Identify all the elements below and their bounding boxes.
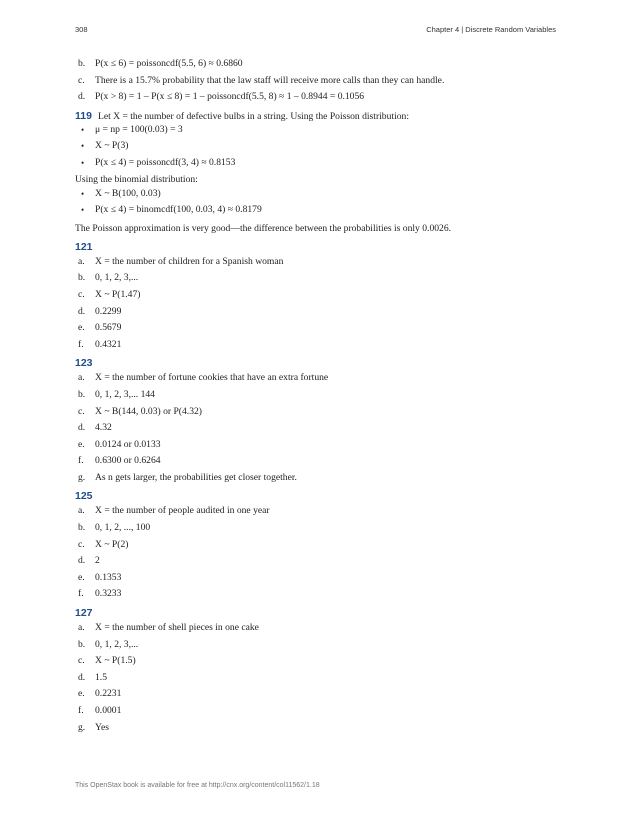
item-label: f.: [78, 705, 84, 716]
bullet-icon: •: [81, 188, 85, 199]
item-label: g.: [78, 721, 86, 733]
list-item: [75, 471, 557, 488]
list-item: [75, 538, 557, 555]
item-text: 0.0001: [95, 705, 122, 716]
list-item: [75, 621, 557, 638]
item-label: b.: [78, 272, 86, 284]
list-item: [75, 571, 557, 588]
list-item: [75, 554, 557, 571]
prev-answer-list: [75, 57, 557, 107]
item-label: a.: [78, 622, 85, 634]
list-item: [75, 288, 557, 305]
item-text: 0, 1, 2, 3,...: [95, 272, 139, 284]
item-label: d.: [78, 305, 86, 317]
list-item: [75, 187, 557, 204]
list-item: [75, 139, 557, 156]
item-label: c.: [78, 74, 85, 86]
bullet-icon: •: [81, 124, 85, 135]
list-item: [75, 438, 557, 455]
item-text: X = the number of children for a Spanish woman: [95, 255, 284, 267]
item-text: 0.3233: [95, 588, 122, 600]
item-text: Yes: [95, 721, 109, 733]
item-text: There is a 15.7% probability that the law staff will receive more calls than they can handle.: [95, 74, 445, 86]
item-text: 0.6300 or 0.6264: [95, 455, 161, 467]
question-127: [75, 606, 557, 737]
list-item: [75, 90, 557, 107]
question-number: 127: [75, 607, 93, 620]
item-label: a.: [78, 372, 85, 384]
list-item: [75, 721, 557, 738]
list-item: [75, 305, 557, 322]
item-text: X ~ B(100, 0.03): [95, 187, 161, 199]
list-item: [75, 587, 557, 604]
item-label: b.: [78, 388, 86, 400]
question-121: [75, 240, 557, 355]
item-label: f.: [78, 455, 84, 467]
item-text: X = the number of fortune cookies that have an extra fortune: [95, 372, 329, 384]
item-text: 0, 1, 2, 3,...: [95, 638, 139, 650]
item-text: 0.2299: [95, 305, 122, 317]
list-item: [75, 704, 557, 721]
question-125: [75, 489, 557, 604]
item-label: b.: [78, 522, 86, 534]
item-label: e.: [78, 571, 85, 583]
question-number: 125: [75, 490, 93, 503]
bullet-icon: •: [81, 157, 85, 168]
item-text: 0.5679: [95, 322, 122, 334]
item-text: 2: [95, 555, 100, 567]
question-intro: [75, 109, 557, 123]
item-text: μ = np = 100(0.03) = 3: [95, 123, 183, 135]
item-text: X = the number of shell pieces in one cake: [95, 622, 259, 634]
bullet-icon: •: [81, 141, 85, 152]
item-text: P(x ≤ 6) = poissoncdf(5.5, 6) ≈ 0.6860: [95, 58, 243, 69]
page-number: 308: [75, 25, 88, 34]
item-text: P(x ≤ 4) = binomcdf(100, 0.03, 4) ≈ 0.8179: [95, 204, 262, 216]
item-text: 0.0124 or 0.0133: [95, 438, 161, 450]
item-text: X ~ P(1.5): [95, 655, 136, 667]
chapter-title: Chapter 4 | Discrete Random Variables: [426, 25, 556, 34]
item-label: f.: [78, 338, 84, 350]
item-label: f.: [78, 588, 84, 600]
item-label: a.: [78, 505, 85, 517]
item-label: d.: [78, 91, 86, 103]
item-label: c.: [78, 288, 85, 300]
item-label: c.: [78, 538, 85, 550]
list-item: [75, 405, 557, 422]
item-label: b.: [78, 58, 86, 69]
item-label: e.: [78, 688, 85, 700]
item-label: d.: [78, 555, 86, 567]
list-item: [75, 255, 557, 272]
item-text: X ~ P(1.47): [95, 288, 141, 300]
question-123: [75, 356, 557, 487]
item-label: d.: [78, 422, 86, 434]
item-text: 0.1353: [95, 571, 122, 583]
list-item: [75, 371, 557, 388]
list-item: [75, 687, 557, 704]
question-number: 121: [75, 240, 93, 253]
list-item: [75, 156, 557, 173]
list-item: [75, 74, 557, 91]
item-text: 4.32: [95, 422, 112, 434]
item-label: e.: [78, 438, 85, 450]
binomial-heading: Using the binomial distribution:: [75, 173, 198, 185]
item-text: 0, 1, 2, 3,... 144: [95, 388, 155, 400]
list-item: [75, 123, 557, 140]
list-item: [75, 671, 557, 688]
list-item: [75, 321, 557, 338]
page-content: [75, 57, 557, 737]
question-number: 119: [75, 109, 92, 122]
item-text: 0.2231: [95, 688, 122, 700]
item-text: X ~ P(3): [95, 140, 129, 152]
list-item: [75, 388, 557, 405]
item-label: e.: [78, 322, 85, 334]
list-item: [75, 421, 557, 438]
item-text: X ~ B(144, 0.03) or P(4.32): [95, 405, 202, 417]
list-item: [75, 638, 557, 655]
item-text: P(x ≤ 4) = poissoncdf(3, 4) ≈ 0.8153: [95, 156, 236, 168]
item-label: a.: [78, 255, 85, 267]
item-text: X = the number of people audited in one year: [95, 505, 270, 517]
list-item: [75, 654, 557, 671]
list-item: [75, 504, 557, 521]
question-number: 123: [75, 357, 93, 370]
item-label: g.: [78, 471, 86, 483]
item-label: b.: [78, 638, 86, 650]
item-label: c.: [78, 655, 85, 667]
list-item: [75, 271, 557, 288]
page-footer: This OpenStax book is available for free at http://cnx.org/content/col11562/1.18: [75, 782, 320, 789]
bullet-icon: •: [81, 205, 85, 216]
list-item: [75, 338, 557, 355]
item-text: 0, 1, 2, ..., 100: [95, 522, 151, 534]
item-label: c.: [78, 405, 85, 417]
list-item: [75, 521, 557, 538]
page-header: [75, 25, 556, 37]
list-item: [75, 203, 557, 220]
question-intro-text: Let X = the number of defective bulbs in a string. Using the Poisson distribution:: [97, 110, 409, 122]
conclusion-text: The Poisson approximation is very good—the difference between the probabilities is only 0.0026.: [75, 222, 452, 234]
item-text: 1.5: [95, 671, 107, 683]
item-text: X ~ P(2): [95, 538, 129, 550]
question-119: [75, 109, 557, 236]
item-text: 0.4321: [95, 338, 122, 350]
item-text: P(x > 8) = 1 – P(x ≤ 8) = 1 – poissoncdf(5.5, 8) ≈ 1 – 0.8944 = 0.1056: [95, 91, 365, 103]
list-item: [75, 57, 557, 74]
item-label: d.: [78, 671, 86, 683]
item-text: As n gets larger, the probabilities get closer together.: [95, 471, 297, 483]
list-item: [75, 454, 557, 471]
